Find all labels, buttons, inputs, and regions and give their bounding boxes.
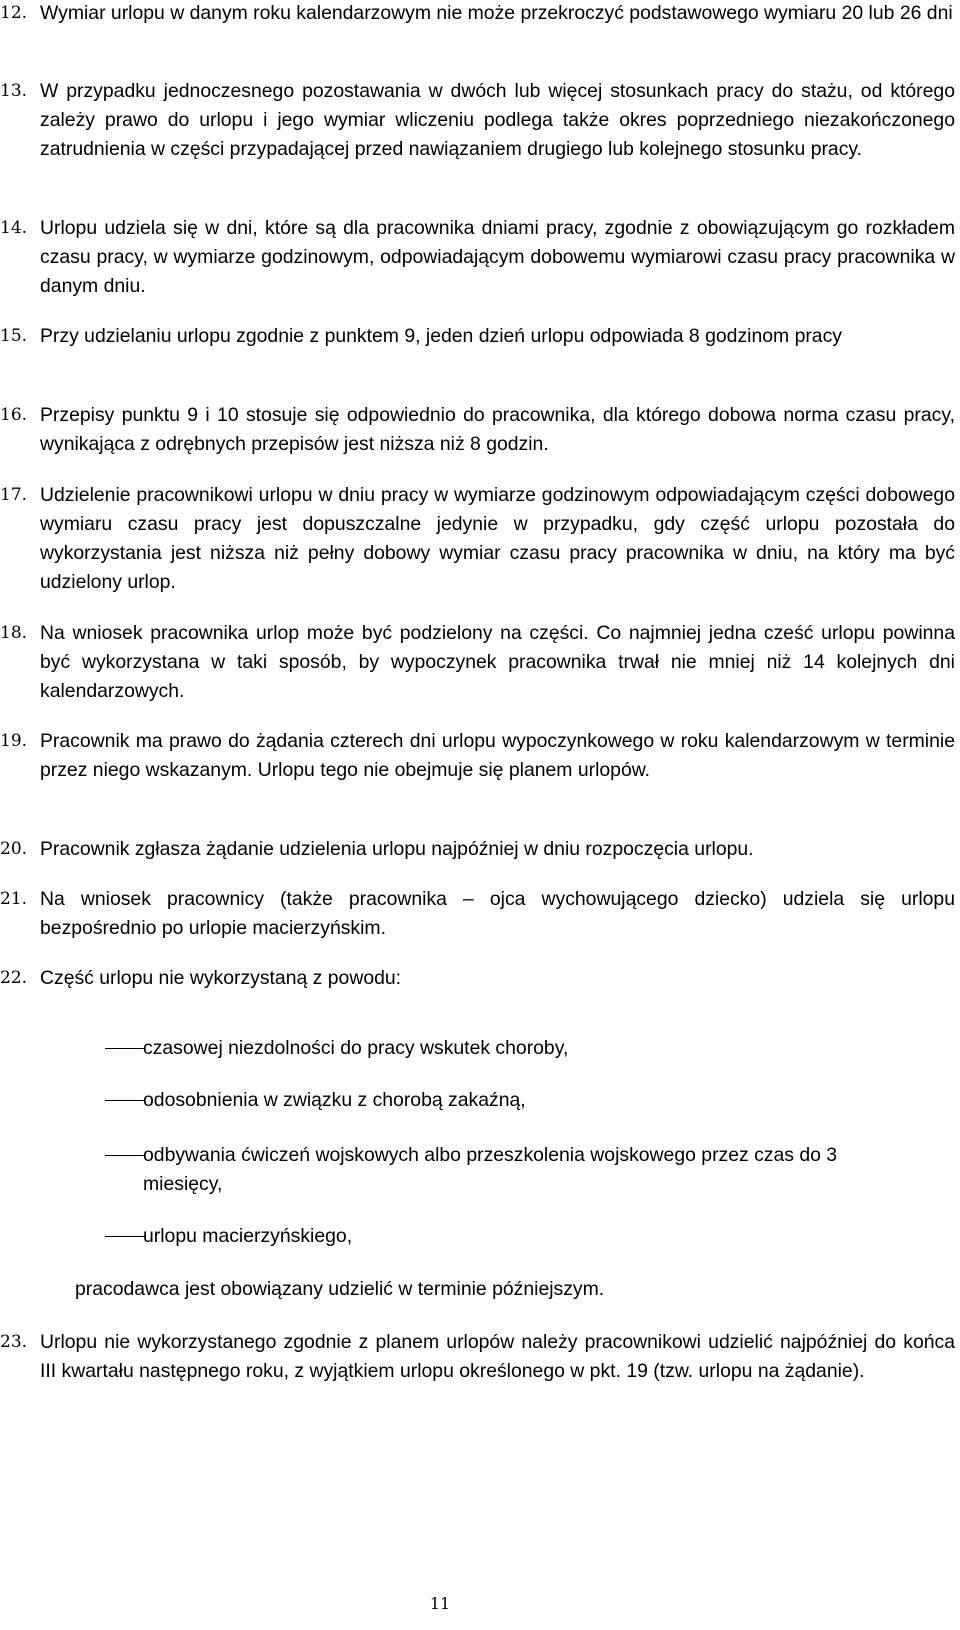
paragraph-number: 22. (0, 968, 28, 988)
paragraph-text: Na wniosek pracownicy (także pracownika – ojca wychowującego dziecko) udziela się urlopu bezpośrednio po urlopie macierzyńskim. (40, 888, 955, 939)
list-item-text: odbywania ćwiczeń wojskowych albo przeszkolenia wojskowego przez czas do 3 miesięcy, (143, 1144, 838, 1195)
page-number: 11 (429, 1594, 451, 1613)
paragraph-text: Pracownik ma prawo do żądania czterech dni urlopu wypoczynkowego w roku kalendarzowym w terminie przez niego wskazanym. Urlopu tego nie obejmuje się planem urlopów. (40, 730, 955, 781)
paragraph-text: Część urlopu nie wykorzystaną z powodu: (40, 967, 402, 989)
paragraph-number: 19. (0, 731, 28, 751)
paragraph-text: Pracownik zgłasza żądanie udzielenia urlopu najpóźniej w dniu rozpoczęcia urlopu. (40, 838, 754, 860)
list-item (0, 1034, 955, 1063)
paragraph-number: 17. (0, 485, 28, 505)
paragraph-number: 15. (0, 326, 28, 346)
paragraph-text: W przypadku jednoczesnego pozostawania w dwóch lub więcej stosunkach pracy do stażu, od którego zależy prawo do urlopu i jego wymiar wliczeniu podlega także okres poprzedniego niezakończonego zatrudnienia w części przypadającej przed nawiązaniem drugiego lub kolejnego stosunku pracy. (40, 80, 955, 160)
dash-bullet (105, 1155, 145, 1156)
list-item (0, 1086, 955, 1115)
paragraph-text: Urlopu nie wykorzystanego zgodnie z planem urlopów należy pracownikowi udzielić najpóźniej do końca III kwartału następnego roku, z wyjątkiem urlopu określonego w pkt. 19 (tzw. urlopu na żądanie). (40, 1331, 955, 1382)
paragraph-13 (0, 77, 955, 164)
paragraph-text: Wymiar urlopu w danym roku kalendarzowym nie może przekroczyć podstawowego wymiaru 20 lub 26 dni (40, 2, 953, 24)
paragraph-20 (0, 835, 955, 864)
paragraph-17 (0, 481, 955, 597)
list-item (0, 1141, 955, 1199)
paragraph-12 (0, 0, 955, 28)
paragraph-number: 13. (0, 81, 28, 101)
paragraph-number: 20. (0, 839, 28, 859)
paragraph-text: Udzielenie pracownikowi urlopu w dniu pracy w wymiarze godzinowym odpowiadającym części dobowego wymiaru czasu pracy jest dopuszczalne jedynie w przypadku, gdy część urlopu pozostała do wykorzystania jest niższa niż pełny dobowy wymiar czasu pracy pracownika w dniu, na który ma być udzielony urlop. (40, 484, 955, 593)
paragraph-text: Na wniosek pracownika urlop może być podzielony na części. Co najmniej jedna cześć urlopu powinna być wykorzystana w taki sposób, by wypoczynek pracownika trwał nie mniej niż 14 kolejnych dni kalendarzowych. (40, 622, 955, 702)
paragraph-18 (0, 619, 955, 706)
paragraph-16 (0, 401, 955, 459)
list-item-text: urlopu macierzyńskiego, (143, 1225, 353, 1247)
paragraph-number: 23. (0, 1332, 28, 1352)
paragraph-number: 21. (0, 889, 28, 909)
paragraph-text: Przy udzielaniu urlopu zgodnie z punktem 9, jeden dzień urlopu odpowiada 8 godzinom pracy (40, 325, 842, 347)
paragraph-number: 18. (0, 623, 28, 643)
dash-bullet (105, 1048, 145, 1049)
dash-bullet (105, 1100, 145, 1101)
paragraph-21 (0, 885, 955, 943)
list-item (0, 1222, 955, 1251)
dash-bullet (105, 1236, 145, 1237)
closing-text: pracodawca jest obowiązany udzielić w terminie późniejszym. (75, 1278, 605, 1300)
paragraph-text: Przepisy punktu 9 i 10 stosuje się odpowiednio do pracownika, dla którego dobowa norma czasu pracy, wynikająca z odrębnych przepisów jest niższa niż 8 godzin. (40, 404, 955, 455)
paragraph-14 (0, 214, 955, 301)
paragraph-number: 14. (0, 218, 28, 238)
list-item-text: czasowej niezdolności do pracy wskutek choroby, (143, 1037, 569, 1059)
paragraph-text: Urlopu udziela się w dni, które są dla pracownika dniami pracy, zgodnie z obowiązującym go rozkładem czasu pracy, w wymiarze godzinowym, odpowiadającym dobowemu wymiarowi czasu pracy pracownika w danym dniu. (40, 217, 955, 297)
paragraph-number: 12. (0, 3, 28, 23)
paragraph-15 (0, 322, 955, 351)
paragraph-22 (0, 964, 955, 993)
paragraph-19 (0, 727, 955, 785)
list-item-text: odosobnienia w związku z chorobą zakaźną, (143, 1089, 526, 1111)
paragraph-number: 16. (0, 405, 28, 425)
paragraph-23 (0, 1328, 955, 1386)
